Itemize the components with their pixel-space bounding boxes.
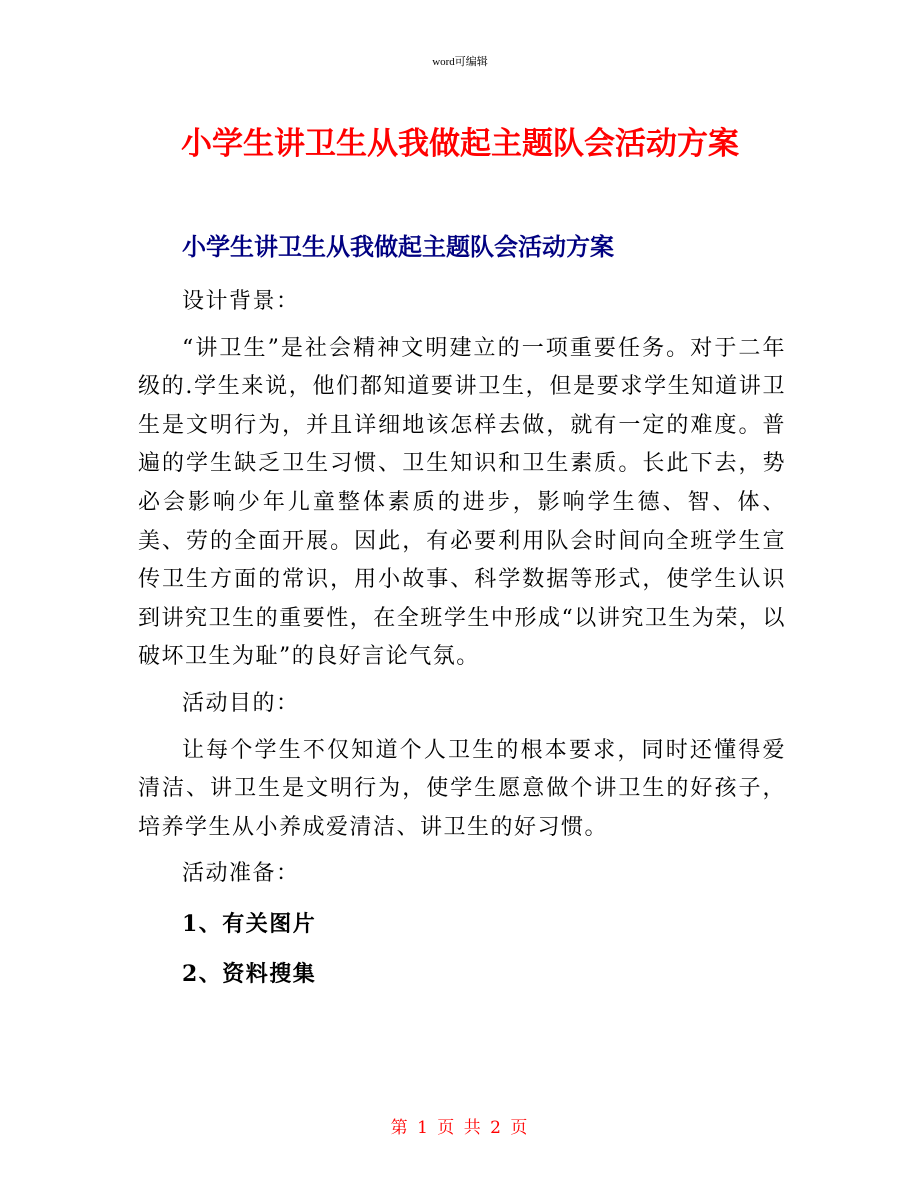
page-footer: 第 1 页 共 2 页 bbox=[390, 1118, 530, 1138]
header-note: word可编辑 bbox=[432, 56, 488, 68]
background-paragraph: “讲卫生”是社会精神文明建立的一项重要任务。对于二年级的.学生来说，他们都知道要讲卫生，但是要求学生知道讲卫生是文明行为，并且详细地该怎样去做，就有一定的难度。普遍的学生缺乏卫生习惯、卫生知识和卫生素质。长此下去，势必会影响少年儿童整体素质的进步，影响学生德、智、体、美、劳的全面开展。因此，有必要利用队会时间向全班学生宣传卫生方面的常识，用小故事、科学数据等形式，使学生认识到讲究卫生的重要性，在全班学生中形成“以讲究卫生为荣，以破坏卫生为耻”的良好言论气氛。 bbox=[138, 335, 786, 670]
goal-paragraph: 让每个学生不仅知道个人卫生的根本要求，同时还懂得爱清洁、讲卫生是文明行为，使学生愿意做个讲卫生的好孩子，培养学生从小养成爱清洁、讲卫生的好习惯。 bbox=[138, 737, 786, 840]
background-heading: 设计背景： bbox=[182, 289, 300, 314]
prep-item-2: 2、资料搜集 bbox=[182, 960, 317, 987]
document-title: 小学生讲卫生从我做起主题队会活动方案 bbox=[181, 126, 739, 162]
document-subtitle: 小学生讲卫生从我做起主题队会活动方案 bbox=[182, 233, 614, 261]
prep-item-1: 1、有关图片 bbox=[182, 910, 317, 937]
document-body bbox=[138, 283, 786, 993]
prep-heading: 活动准备： bbox=[182, 861, 300, 887]
goal-heading: 活动目的： bbox=[182, 690, 300, 716]
